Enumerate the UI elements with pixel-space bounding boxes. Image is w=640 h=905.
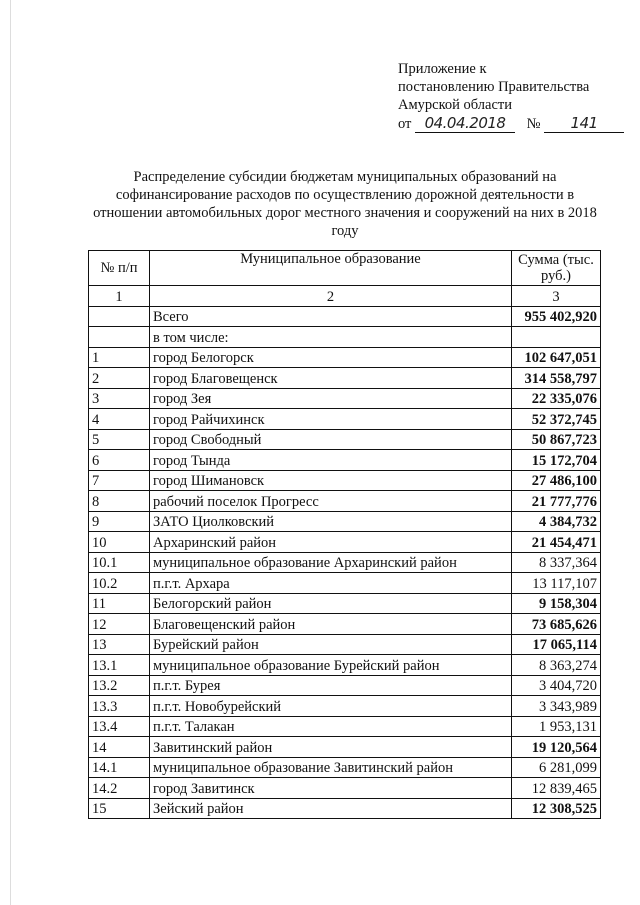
row-number: 4 <box>89 409 150 430</box>
table-row <box>89 655 601 676</box>
table-row <box>89 429 601 450</box>
subsidy-table <box>88 250 601 819</box>
row-municipality: город Благовещенск <box>150 368 512 389</box>
table-row <box>89 552 601 573</box>
header-sum: Сумма (тыс. руб.) <box>512 251 601 286</box>
row-municipality: рабочий поселок Прогресс <box>150 491 512 512</box>
table-header-row <box>89 251 601 286</box>
table-row <box>89 634 601 655</box>
table-row <box>89 798 601 819</box>
row-municipality: город Тында <box>150 450 512 471</box>
row-number: 10.2 <box>89 573 150 594</box>
row-municipality: п.г.т. Новобурейский <box>150 696 512 717</box>
header-number: № п/п <box>89 251 150 286</box>
row-number: 9 <box>89 511 150 532</box>
row-number: 12 <box>89 614 150 635</box>
row-sum: 15 172,704 <box>512 450 601 471</box>
row-municipality: город Свободный <box>150 429 512 450</box>
row-number: 8 <box>89 491 150 512</box>
row-number: 13.4 <box>89 716 150 737</box>
row-number: 14 <box>89 737 150 758</box>
row-sum: 6 281,099 <box>512 757 601 778</box>
table-row <box>89 491 601 512</box>
appendix-line-3: Амурской области <box>398 97 512 113</box>
row-sum: 19 120,564 <box>512 737 601 758</box>
row-number: 1 <box>89 347 150 368</box>
row-municipality: город Зея <box>150 388 512 409</box>
row-number: 7 <box>89 470 150 491</box>
row-municipality: город Шимановск <box>150 470 512 491</box>
row-sum: 27 486,100 <box>512 470 601 491</box>
row-sum: 13 117,107 <box>512 573 601 594</box>
table-row <box>89 573 601 594</box>
appendix-block <box>398 60 628 133</box>
row-sum: 955 402,920 <box>512 306 601 327</box>
row-sum: 73 685,626 <box>512 614 601 635</box>
table-column-numbers-row <box>89 286 601 307</box>
row-number: 6 <box>89 450 150 471</box>
row-sum: 22 335,076 <box>512 388 601 409</box>
row-sum: 8 337,364 <box>512 552 601 573</box>
row-municipality: муниципальное образование Завитинский район <box>150 757 512 778</box>
appendix-line-1: Приложение к <box>398 61 487 77</box>
row-sum: 17 065,114 <box>512 634 601 655</box>
row-number: 11 <box>89 593 150 614</box>
row-number: 10.1 <box>89 552 150 573</box>
number-prefix: № <box>526 116 541 132</box>
column-number-2: 2 <box>150 286 512 307</box>
table-row <box>89 778 601 799</box>
appendix-line-2: постановлению Правительства <box>398 79 590 95</box>
row-municipality: Белогорский район <box>150 593 512 614</box>
table-row <box>89 614 601 635</box>
table-row <box>89 327 601 348</box>
row-number: 10 <box>89 532 150 553</box>
row-sum: 8 363,274 <box>512 655 601 676</box>
row-municipality: п.г.т. Талакан <box>150 716 512 737</box>
table-row <box>89 757 601 778</box>
row-municipality: город Райчихинск <box>150 409 512 430</box>
column-number-1: 1 <box>89 286 150 307</box>
row-number: 3 <box>89 388 150 409</box>
row-municipality: п.г.т. Архара <box>150 573 512 594</box>
row-number: 14.1 <box>89 757 150 778</box>
row-number: 13.2 <box>89 675 150 696</box>
table-row <box>89 409 601 430</box>
row-municipality: Архаринский район <box>150 532 512 553</box>
number-value: 141 <box>544 114 624 133</box>
row-number <box>89 327 150 348</box>
row-number <box>89 306 150 327</box>
row-number: 13.3 <box>89 696 150 717</box>
appendix-date-line <box>398 114 628 133</box>
row-number: 2 <box>89 368 150 389</box>
row-sum: 314 558,797 <box>512 368 601 389</box>
row-number: 15 <box>89 798 150 819</box>
page-edge <box>0 0 11 905</box>
row-municipality: Бурейский район <box>150 634 512 655</box>
row-sum: 9 158,304 <box>512 593 601 614</box>
table-row <box>89 675 601 696</box>
row-municipality: муниципальное образование Бурейский район <box>150 655 512 676</box>
row-sum: 4 384,732 <box>512 511 601 532</box>
date-value: 04.04.2018 <box>415 114 515 133</box>
row-sum: 3 343,989 <box>512 696 601 717</box>
row-sum: 102 647,051 <box>512 347 601 368</box>
row-municipality: п.г.т. Бурея <box>150 675 512 696</box>
table-row <box>89 737 601 758</box>
row-municipality: ЗАТО Циолковский <box>150 511 512 532</box>
table-row <box>89 470 601 491</box>
row-municipality: Зейский район <box>150 798 512 819</box>
row-municipality: город Завитинск <box>150 778 512 799</box>
table-row <box>89 511 601 532</box>
header-municipality: Муниципальное образование <box>150 251 512 286</box>
row-number: 14.2 <box>89 778 150 799</box>
row-municipality: Благовещенский район <box>150 614 512 635</box>
row-sum <box>512 327 601 348</box>
table-row <box>89 368 601 389</box>
row-municipality: город Белогорск <box>150 347 512 368</box>
table-body <box>89 306 601 819</box>
table-row <box>89 532 601 553</box>
row-sum: 3 404,720 <box>512 675 601 696</box>
table-row <box>89 716 601 737</box>
row-number: 13 <box>89 634 150 655</box>
row-municipality: муниципальное образование Архаринский район <box>150 552 512 573</box>
table-row <box>89 388 601 409</box>
column-number-3: 3 <box>512 286 601 307</box>
row-number: 13.1 <box>89 655 150 676</box>
row-sum: 12 308,525 <box>512 798 601 819</box>
row-sum: 21 454,471 <box>512 532 601 553</box>
table-row <box>89 593 601 614</box>
row-sum: 52 372,745 <box>512 409 601 430</box>
row-sum: 21 777,776 <box>512 491 601 512</box>
document-title: Распределение субсидии бюджетам муниципальных образований на софинансирование расходов по осуществлению дорожной деятельности в отношении автомобильных дорог местного значения и сооружений на них в 2018 году <box>93 169 597 239</box>
row-sum: 12 839,465 <box>512 778 601 799</box>
table-row <box>89 306 601 327</box>
date-prefix: от <box>398 116 412 132</box>
table-row <box>89 696 601 717</box>
row-municipality: Завитинский район <box>150 737 512 758</box>
row-number: 5 <box>89 429 150 450</box>
row-municipality: в том числе: <box>150 327 512 348</box>
row-sum: 50 867,723 <box>512 429 601 450</box>
row-sum: 1 953,131 <box>512 716 601 737</box>
table-row <box>89 347 601 368</box>
table-row <box>89 450 601 471</box>
row-municipality: Всего <box>150 306 512 327</box>
